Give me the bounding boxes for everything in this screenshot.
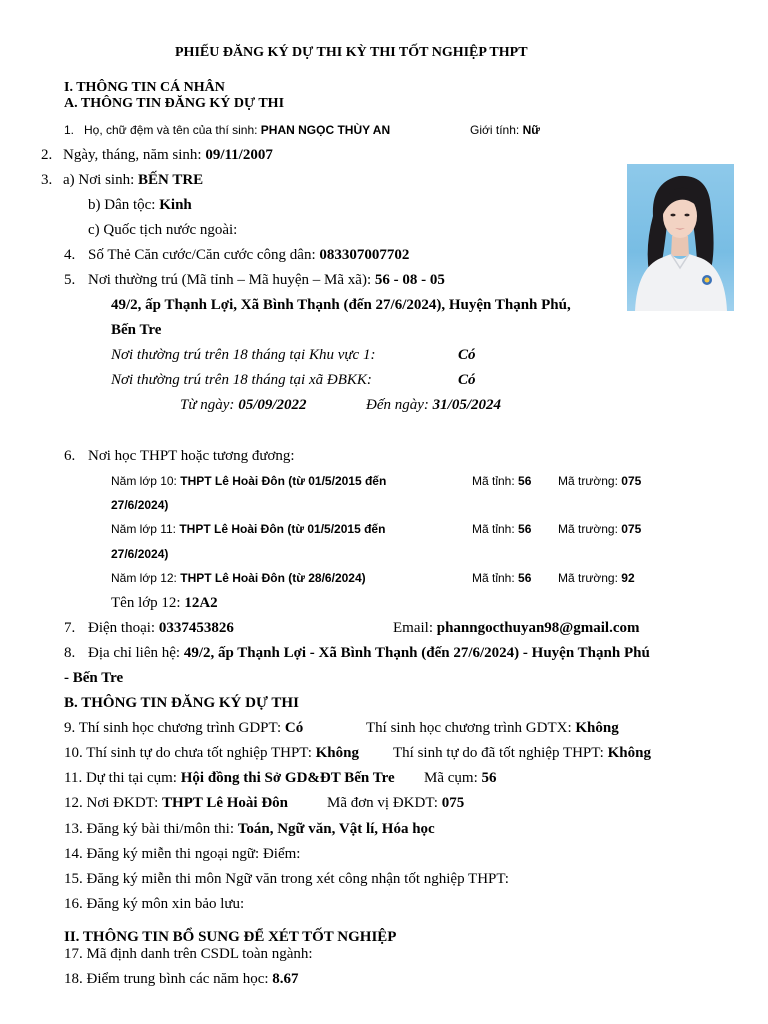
item5-number: 5.: [64, 272, 76, 288]
grade12-school-code-label: Mã trường:: [558, 571, 622, 585]
subjects-label: 13. Đăng ký bài thi/môn thi:: [64, 821, 238, 837]
reserved-subjects: 16. Đăng ký môn xin bảo lưu:: [64, 896, 245, 912]
item2-number: 2.: [41, 147, 53, 163]
contact-address-cont: - Bến Tre: [64, 670, 124, 686]
from-date-value: 05/09/2022: [238, 397, 307, 413]
residence-code: 56 - 08 - 05: [374, 272, 445, 288]
form-title: PHIẾU ĐĂNG KÝ DỰ THI KỲ THI TỐT NGHIỆP THPT: [175, 45, 528, 60]
grade10-school: THPT Lê Hoài Đôn (từ 01/5/2015 đến: [180, 474, 387, 488]
gdtx-value: Không: [575, 720, 619, 736]
email-value: phanngocthuyan98@gmail.com: [436, 620, 640, 636]
from-date-row: [180, 398, 307, 413]
grade11-province: [472, 523, 531, 535]
grade11-school: THPT Lê Hoài Đôn (từ 01/5/2015 đến: [179, 522, 386, 536]
grade12-school-code-value: 92: [621, 571, 635, 585]
birthplace-value: BẾN TRE: [138, 172, 204, 188]
exam-cluster-label: 11. Dự thi tại cụm:: [64, 770, 181, 786]
registration-unit-label: Mã đơn vị ĐKDT:: [327, 795, 442, 811]
fullname-label: Họ, chữ đệm và tên của thí sinh:: [84, 123, 261, 137]
sectionA-heading: A. THÔNG TIN ĐĂNG KÝ DỰ THI: [64, 96, 285, 111]
birthplace-label: a) Nơi sinh:: [63, 172, 139, 188]
grade11-province-value: 56: [518, 522, 532, 536]
school-heading: Nơi học THPT hoặc tương đương:: [88, 448, 295, 464]
ethnicity-value: Kinh: [159, 197, 192, 213]
item4-number: 4.: [64, 247, 76, 263]
item13-row: [64, 822, 435, 837]
gpa-value: 8.67: [272, 971, 299, 987]
cluster-code-label: Mã cụm:: [424, 770, 482, 786]
grade11-school-code-label: Mã trường:: [558, 522, 622, 536]
student-photo: [627, 164, 734, 311]
grade10-school-code: [558, 475, 641, 487]
dbkk-label: Nơi thường trú trên 18 tháng tại xã ĐBKK:: [111, 372, 372, 388]
residence-address-line1: 49/2, ấp Thạnh Lợi, Xã Bình Thạnh (đến 27/6/2024), Huyện Thạnh Phú,: [111, 297, 571, 313]
grade11-school-code-value: 075: [621, 522, 642, 536]
grade10-province-label: Mã tỉnh:: [472, 474, 519, 488]
kv1-label: Nơi thường trú trên 18 tháng tại Khu vực 1:: [111, 347, 376, 363]
grade10-school-code-value: 075: [621, 474, 642, 488]
grade12-province: [472, 572, 531, 584]
gdtx-row: [366, 721, 619, 736]
grade10-province-value: 56: [518, 474, 532, 488]
ethnicity-label: b) Dân tộc:: [88, 197, 160, 213]
grade11-label: Năm lớp 11:: [111, 522, 180, 536]
grade11-row: [111, 523, 385, 535]
to-date-row: [366, 398, 501, 413]
class-row: [111, 596, 218, 611]
grade12-school: THPT Lê Hoài Đôn (từ 28/6/2024): [180, 571, 366, 585]
grade11-province-label: Mã tỉnh:: [472, 522, 519, 536]
subjects-value: Toán, Ngữ văn, Vật lí, Hóa học: [237, 821, 435, 837]
exam-cluster-value: Hội đồng thi Sở GD&ĐT Bến Tre: [180, 770, 395, 786]
section2-heading: II. THÔNG TIN BỔ SUNG ĐỂ XÉT TỐT NGHIỆP: [64, 929, 397, 945]
residence-label: Nơi thường trú (Mã tỉnh – Mã huyện – Mã xã):: [88, 272, 375, 288]
grade10-province: [472, 475, 531, 487]
fullname-value: PHAN NGỌC THÙY AN: [260, 123, 391, 137]
dob-value: 09/11/2007: [205, 147, 273, 163]
literature-exemption: 15. Đăng ký miễn thi môn Ngữ văn trong xét công nhận tốt nghiệp THPT:: [64, 871, 509, 887]
item12-row: [64, 796, 288, 811]
to-date-value: 31/05/2024: [432, 397, 501, 413]
cluster-code-row: [424, 771, 497, 786]
item10-row: [64, 746, 359, 761]
contact-address-label: Địa chỉ liên hệ:: [88, 645, 184, 661]
gdpt-value: Có: [284, 720, 304, 736]
id-card-value: 083307007702: [319, 247, 410, 263]
grade10-school-code-label: Mã trường:: [558, 474, 622, 488]
grade12-label: Năm lớp 12:: [111, 571, 181, 585]
gender-value: Nữ: [522, 123, 540, 137]
grade12-row: [111, 572, 366, 584]
item8-number: 8.: [64, 645, 76, 661]
phone-label: Điện thoại:: [88, 620, 159, 636]
grade10-school-cont: 27/6/2024): [111, 498, 169, 512]
grade12-province-value: 56: [518, 571, 532, 585]
registration-unit-row: [327, 796, 464, 811]
foreign-language-exemption: 14. Đăng ký miễn thi ngoại ngữ: Điểm:: [64, 846, 301, 862]
sectionB-heading: B. THÔNG TIN ĐĂNG KÝ DỰ THI: [64, 695, 299, 711]
registration-place-value: THPT Lê Hoài Đôn: [162, 795, 289, 811]
kv1-value: Có: [458, 347, 476, 363]
dob-row: [63, 148, 273, 163]
dob-label: Ngày, tháng, năm sinh:: [63, 147, 206, 163]
item9-row: [64, 721, 303, 736]
to-date-label: Đến ngày:: [366, 397, 433, 413]
gender-label: Giới tính:: [470, 123, 523, 137]
dbkk-value: Có: [458, 372, 476, 388]
not-graduated-value: Không: [315, 745, 359, 761]
grade12-school-code: [558, 572, 635, 584]
item11-row: [64, 771, 395, 786]
gdpt-label: 9. Thí sinh học chương trình GDPT:: [64, 720, 285, 736]
registration-unit-value: 075: [441, 795, 465, 811]
registration-place-label: 12. Nơi ĐKDT:: [64, 795, 163, 811]
foreign-nationality-label: c) Quốc tịch nước ngoài:: [88, 222, 238, 238]
residence-address-line2: Bến Tre: [111, 322, 162, 338]
grade11-school-code: [558, 523, 641, 535]
grade11-school-cont: 27/6/2024): [111, 547, 169, 561]
graduated-row: [393, 746, 651, 761]
gdtx-label: Thí sinh học chương trình GDTX:: [366, 720, 576, 736]
student-portrait-icon: [627, 164, 734, 311]
item7-number: 7.: [64, 620, 76, 636]
item18-row: [64, 972, 299, 987]
birthplace-row: [63, 173, 203, 188]
phone-row: [88, 621, 234, 636]
gpa-label: 18. Điểm trung bình các năm học:: [64, 971, 273, 987]
email-row: [393, 621, 639, 636]
residence-row: [88, 273, 445, 288]
graduated-value: Không: [607, 745, 651, 761]
contact-address-row: [88, 646, 650, 661]
class-label: Tên lớp 12:: [111, 595, 185, 611]
phone-value: 0337453826: [158, 620, 234, 636]
not-graduated-label: 10. Thí sinh tự do chưa tốt nghiệp THPT:: [64, 745, 316, 761]
item3-number: 3.: [41, 172, 53, 188]
id-card-row: [88, 248, 409, 263]
section1-heading: I. THÔNG TIN CÁ NHÂN: [64, 80, 225, 95]
grade10-row: [111, 475, 386, 487]
item1-number: 1.: [64, 123, 75, 137]
contact-address-value: 49/2, ấp Thạnh Lợi - Xã Bình Thạnh (đến 27/6/2024) - Huyện Thạnh Phú: [183, 645, 650, 661]
graduated-label: Thí sinh tự do đã tốt nghiệp THPT:: [393, 745, 608, 761]
item6-number: 6.: [64, 448, 76, 464]
email-label: Email:: [393, 620, 437, 636]
id-card-label: Số Thẻ Căn cước/Căn cước công dân:: [88, 247, 320, 263]
ethnicity-row: [88, 198, 192, 213]
grade12-province-label: Mã tỉnh:: [472, 571, 519, 585]
cluster-code-value: 56: [481, 770, 497, 786]
grade10-label: Năm lớp 10:: [111, 474, 181, 488]
gender-row: [470, 124, 540, 136]
class-value: 12A2: [184, 595, 218, 611]
item1-row: [84, 124, 390, 136]
national-id-database: 17. Mã định danh trên CSDL toàn ngành:: [64, 946, 313, 962]
from-date-label: Từ ngày:: [180, 397, 239, 413]
